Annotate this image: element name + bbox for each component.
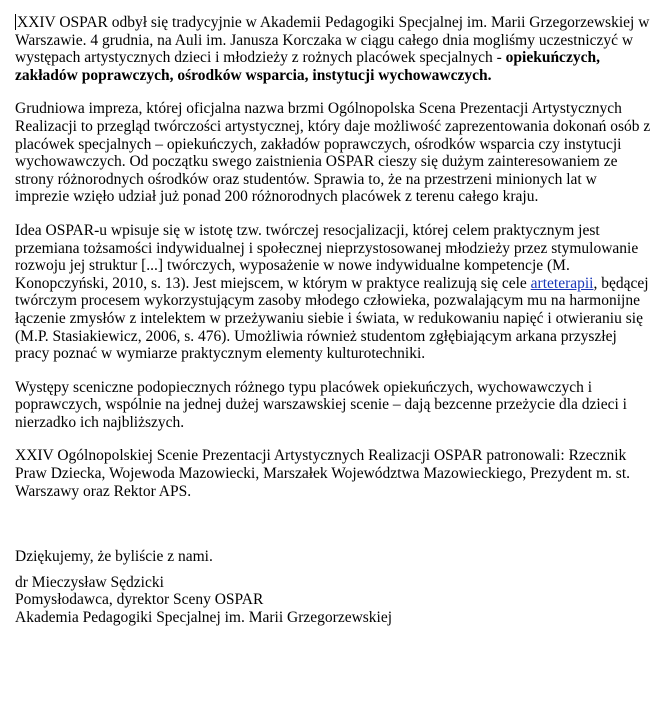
arteterapia-link[interactable]: arteterapii [530,274,594,292]
paragraph-ospar-idea [15,222,651,363]
idea-text-before-link: Idea OSPAR-u wpisuje się w istotę tzw. twórczej resocjalizacji, której celem praktycznym jest przemiana tożsamości indywidualnej i społecznej nieprzystosowanej młodzieży przez stymulowanie rozwoju jej struktur [...] twórczych, wyposażenie w nowe indywidualne kompetencje (M. Konopczyński, 2010, s. 13). Jest miejscem, w którym w praktyce realizują się cele [15,221,639,292]
signature-block [15,574,651,627]
signature-role: Pomysłodawca, dyrektor Sceny OSPAR [15,591,264,609]
paragraph-event-description: Grudniowa impreza, której oficjalna nazwa brzmi Ogólnopolska Scena Prezentacji Artystycznych Realizacji to przegląd twórczości artystycznej, który daje możliwość zaprezentowania dokonań osób z placówek specjalnych – opiekuńczych, zakładów poprawczych, ośrodków wsparcia czy instytucji wychowawczych. Od początku swego zaistnienia OSPAR cieszy się dużym zainteresowaniem ze strony różnorodnych ośrodków oraz studentów. Sprawia to, że na przestrzeni minionych lat w imprezie wzięło udział już ponad 200 różnorodnych placówek z terenu całego kraju. [15,100,651,206]
thanks-line: Dziękujemy, że byliście z nami. [15,548,213,566]
text-cursor [15,14,16,30]
signature-name: dr Mieczysław Sędzicki [15,573,164,591]
intro-text: XXIV OSPAR odbył się tradycyjnie w Akademii Pedagogiki Specjalnej im. Marii Grzegorzewskiej w Warszawie. 4 grudnia, na Auli im. Janusza Korczaka w ciągu całego dnia mogliśmy uczestniczyć w występach artystycznych dzieci i młodzieży z rożnych placówek specjalnych - [15,14,650,67]
paragraph-intro [15,14,651,84]
signature-institution: Akademia Pedagogiki Specjalnej im. Marii Grzegorzewskiej [15,609,393,627]
idea-text-after-link: , będącej twórczym procesem wykorzystującym zasoby młodego człowieka, pozwalającym mu na harmonijne łączenie zmysłów z intelektem w przeżywaniu siebie i świata, w redukowaniu napięć i otwieraniu się (M.P. Stasiakiewicz, 2006, s. 476). Umożliwia również studentom zgłębiającym arkana przyszłej pracy poznać w wymiarze praktycznym elementy kulturotechniki. [15,274,649,363]
document-body[interactable] [15,14,651,627]
paragraph-patrons: XXIV Ogólnopolskiej Scenie Prezentacji Artystycznych Realizacji OSPAR patronowali: Rzecznik Praw Dziecka, Wojewoda Mazowiecki, Marszałek Województwa Mazowieckiego, Prezydent m. st. Warszawy oraz Rektor APS. [15,447,631,500]
intro-bold-text: opiekuńczych, zakładów poprawczych, ośrodków wsparcia, instytucji wychowawczych. [15,49,600,84]
paragraph-performances: Występy sceniczne podopiecznych różnego typu placówek opiekuńczych, wychowawczych i poprawczych, wspólnie na jednej dużej warszawskiej scenie – dają bezcenne przeżycie dla dzieci i nierzadko ich najbliższych. [15,378,627,431]
blank-space [15,516,651,548]
